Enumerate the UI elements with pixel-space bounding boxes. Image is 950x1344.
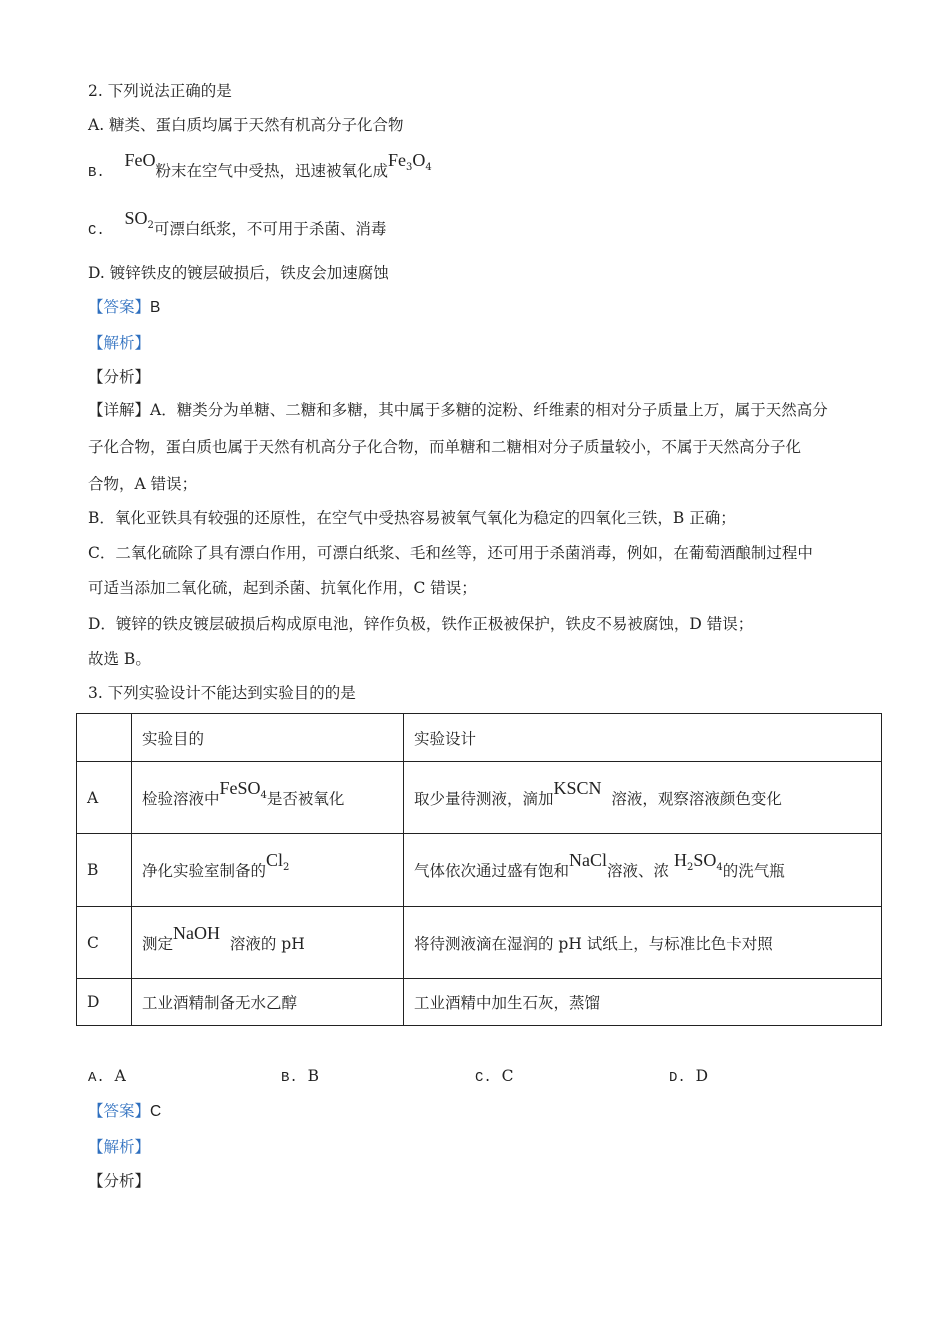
header-purpose: 实验目的 xyxy=(132,714,404,762)
cell-text: 是否被氧化 xyxy=(266,789,345,808)
detail-line: 合物，A 错误； xyxy=(88,475,198,493)
q2-stem: 2. 下列说法正确的是 xyxy=(88,82,232,100)
choice-value: C xyxy=(501,1067,514,1085)
cell-text: 溶液的 pH xyxy=(229,934,305,953)
chem-subscript: 4 xyxy=(716,862,723,873)
header-design: 实验设计 xyxy=(404,714,882,762)
row-purpose xyxy=(132,762,404,834)
detail-text: A．糖类分为单糖、二糖和多糖，其中属于多糖的淀粉、纤维素的相对分子质量上万，属于天然高分 xyxy=(150,401,828,419)
chem-formula: Fe xyxy=(388,150,407,170)
chem-formula: H xyxy=(673,850,687,870)
chem-formula: FeO xyxy=(124,150,156,170)
row-label: A xyxy=(77,762,132,834)
detail-line: 可适当添加二氧化硫，起到杀菌、抗氧化作用，C 错误； xyxy=(88,579,477,597)
chem-formula: NaCl xyxy=(569,850,608,870)
choice-label: B. xyxy=(281,1070,298,1086)
chem-subscript: 2 xyxy=(283,862,290,873)
row-design xyxy=(404,834,882,907)
choice-label: A. xyxy=(88,1070,105,1086)
cell-text: 净化实验室制备的 xyxy=(142,862,267,880)
row-purpose xyxy=(132,907,404,979)
q2-option-a: A. 糖类、蛋白质均属于天然有机高分子化合物 xyxy=(88,116,404,134)
chem-subscript: 4 xyxy=(260,789,267,801)
answer-value: C xyxy=(150,1103,162,1120)
q3-fenxi: 【分析】 xyxy=(88,1172,151,1190)
table-header-row xyxy=(77,714,882,762)
chem-formula: O xyxy=(412,150,426,170)
table-row xyxy=(77,834,882,907)
option-text: 粉末在空气中受热，迅速被氧化成 xyxy=(155,162,389,180)
chem-formula: SO xyxy=(124,208,148,228)
q3-answer xyxy=(88,1101,161,1122)
table-row xyxy=(77,762,882,834)
row-label: D xyxy=(77,979,132,1026)
detail-line: 故选 B。 xyxy=(88,650,151,668)
chem-subscript: 2 xyxy=(147,220,154,231)
option-label: B. xyxy=(88,165,105,181)
row-purpose: 工业酒精制备无水乙醇 xyxy=(132,979,404,1026)
table-cell xyxy=(77,714,132,762)
chem-subscript: 2 xyxy=(686,862,694,873)
choice-value: D xyxy=(695,1067,709,1085)
q2-option-b xyxy=(88,150,432,184)
row-label: B xyxy=(77,834,132,907)
q2-fenxi: 【分析】 xyxy=(88,368,151,386)
answer-tag: 【答案】 xyxy=(88,298,151,316)
experiment-table xyxy=(76,713,882,1026)
choice-label: C. xyxy=(475,1070,492,1086)
cell-text: 溶液、浓 xyxy=(607,862,670,880)
detail-line: D．镀锌的铁皮镀层破损后构成原电池，锌作负极，铁作正极被保护，铁皮不易被腐蚀，D 错误； xyxy=(88,615,754,633)
table-row xyxy=(77,907,882,979)
choice-d xyxy=(669,1067,708,1086)
option-label: C. xyxy=(88,223,105,239)
row-design xyxy=(404,762,882,834)
choice-label: D. xyxy=(669,1070,686,1086)
chem-formula: KSCN xyxy=(553,777,602,798)
choice-value: B xyxy=(307,1067,320,1085)
choice-value: A xyxy=(114,1067,126,1085)
detail-line: C．二氧化硫除了具有漂白作用，可漂白纸浆、毛和丝等，还可用于杀菌消毒，例如，在葡萄酒酿制过程中 xyxy=(88,544,813,562)
choice-c xyxy=(475,1067,514,1086)
q3-jiexi: 【解析】 xyxy=(88,1138,151,1156)
detail-line xyxy=(88,400,828,420)
cell-text: 溶液，观察溶液颜色变化 xyxy=(611,789,782,808)
option-text: 可漂白纸浆，不可用于杀菌、消毒 xyxy=(153,220,387,238)
row-design: 将待测液滴在湿润的 pH 试纸上，与标准比色卡对照 xyxy=(404,907,882,979)
cell-text: 气体依次通过盛有饱和 xyxy=(414,862,570,880)
chem-subscript: 4 xyxy=(425,162,432,173)
detail-line: 子化合物，蛋白质也属于天然有机高分子化合物，而单糖和二糖相对分子质量较小，不属于天然高分子化 xyxy=(88,438,802,456)
answer-value: B xyxy=(150,299,161,316)
cell-text: 检验溶液中 xyxy=(142,789,220,808)
chem-formula: Cl xyxy=(266,850,284,870)
q2-answer xyxy=(88,297,160,318)
row-label: C xyxy=(77,907,132,979)
row-purpose xyxy=(132,834,404,907)
cell-text: 测定 xyxy=(142,934,174,953)
table-row xyxy=(77,979,882,1026)
detail-line: B．氧化亚铁具有较强的还原性，在空气中受热容易被氧气氧化为稳定的四氧化三铁，B 正确； xyxy=(88,509,736,527)
detail-tag: 【详解】 xyxy=(88,401,151,419)
q2-option-c xyxy=(88,208,387,242)
q2-option-d: D. 镀锌铁皮的镀层破损后，铁皮会加速腐蚀 xyxy=(88,264,389,282)
choice-a xyxy=(88,1067,126,1086)
chem-formula: FeSO xyxy=(219,777,261,798)
cell-text: 的洗气瓶 xyxy=(722,862,785,880)
q2-jiexi: 【解析】 xyxy=(88,334,151,352)
answer-tag: 【答案】 xyxy=(88,1102,151,1120)
chem-subscript: 3 xyxy=(406,162,413,173)
chem-formula: NaOH xyxy=(173,922,221,943)
choice-b xyxy=(281,1067,319,1086)
cell-text: 取少量待测液，滴加 xyxy=(414,789,554,808)
row-design: 工业酒精中加生石灰，蒸馏 xyxy=(404,979,882,1026)
q3-stem: 3. 下列实验设计不能达到实验目的的是 xyxy=(88,684,356,702)
chem-formula: SO xyxy=(693,850,717,870)
